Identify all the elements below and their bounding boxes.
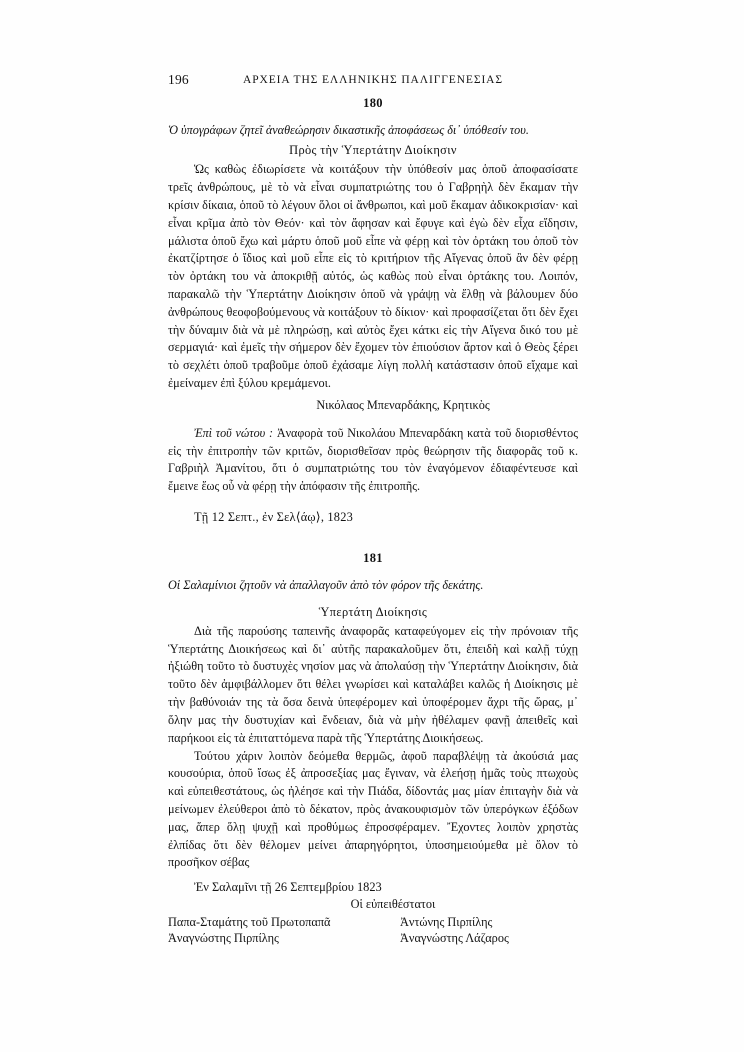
signature-row	[168, 915, 578, 931]
document-date: Ἐν Σαλαμῖνι τῇ 26 Σεπτεμβρίου 1823	[194, 880, 382, 895]
document-paragraph: Διὰ τῆς παρούσης ταπεινῆς ἀναφορᾶς καταφεύγομεν εἰς τὴν πρόνοιαν τῆς Ὑπερτάτης Διοικήσεως καὶ δι᾽ αὐτῆς παρακαλοῦμεν ὅτι, ἐπειδὴ καὶ καλῇ τύχῃ ἠξιώθη τοῦτο τὸ δυστυχὲς νησίον μας νὰ ἀπολαύσῃ τὴν Ὑπερτάτην Διοίκησιν, διὰ τοῦτο δὲν ἀμφιβάλλομεν ὅτι θέλει γνωρίσει καὶ καταλάβει καλῶς ἡ Διοίκησις μὲ τὴν βαθύνοιάν της τὰ ὅσα δεινὰ ὑπεφέρομεν καὶ ὑποφέρομεν ἄχρι τῆς ὥρας, μ᾽ ὅλην μας τὴν δυστυχίαν καὶ ἔνδειαν, διὰ νὰ μὴν ἠθέλαμεν φανῇ ἀπειθεῖς καὶ παρήκοοι εἰς τὰ ἐπιταττόμενα παρὰ τῆς Ὑπερτάτης Διοικήσεως.	[168, 623, 578, 745]
document-number: 180	[363, 96, 383, 110]
signature-name: Ἀντώνης Πιρπίλης	[400, 915, 493, 930]
signature-row	[168, 931, 578, 947]
closing-salutation: Οἱ εὐπειθέστατοι	[350, 897, 436, 912]
document-181	[168, 551, 578, 948]
signature-table	[168, 915, 578, 947]
page-number: 196	[168, 72, 189, 87]
spacer	[168, 598, 578, 605]
document-body: Ὡς καθὼς ἐδιωρίσετε νὰ κοιτάξουν τὴν ὑπόθεσίν μας ὁποῦ ἀποφασίσατε τρεῖς ἀνθρώπους, μὲ τὸ νὰ εἶναι συμπατριώτης του ὁ Γαβρηὴλ δὲν ἔκαμαν τὴν κρίσιν δίκαια, ὁποῦ τὸ λέγουν ὅλοι οἱ ἄνθρωποι, καὶ μοῦ ἔκαμαν ἀδικοκρισίαν· καὶ εἶναι κρῖμα ἀπὸ τὸν Θεόν· καὶ τὸν ἄφησαν καὶ ἔφυγε καὶ ἐγὼ δὲν εἶχα εἴδησιν, μάλιστα ὁποῦ ἔχω καὶ μάρτυ ὁποῦ μοῦ εἶπε νὰ φέρῃ καὶ τὸν ὀρτάκη του ὁποῦ τὸν ἐκατζίρτησε ὁ ἴδιος καὶ μοῦ εἶπε εἰς τὸ κριτήριον τῆς Αἴγενας ὁποῦ ἂν δὲν φέρῃ τὸν ὀρτάκη του νὰ ἀποκριθῇ αὐτός, ὡς καθὼς ποὺ εἶναι ὀρτάκης του. Λοιπόν, παρακαλῶ τὴν Ὑπερτάτην Διοίκησιν ὁποῦ νὰ γράψῃ νὰ ἔλθῃ νὰ βάλουμεν δύο ἀνθρώπους θεοφοβούμενους νὰ κοιτάξουν τὸ δίκιον· καὶ προφασίζεται ὅτι δὲν ἔχει τὴν δύναμιν διὰ νὰ μὲ πληρώσῃ, καὶ αὐτὸς ἔχει κάτκι εἰς τὴν Αἴγενα δικό του μὲ σερμαγιά· καὶ ἐμεῖς τὴν σήμερον δὲν ἔχομεν τὸν ἐπιούσιον ἄρτον καὶ ὁ Θεὸς ξέρει τὸ σεχλέτι ὁποῦ τραβοῦμε ὁποῦ ἐχάσαμε λίγη πολλὴ κατάστασιν ὁποῦ εἴχαμε καὶ ἐμείναμεν ἐπὶ ξύλου κρεμάμενοι.	[168, 162, 578, 391]
document-addressee: Ὑπερτάτη Διοίκησις	[318, 604, 428, 619]
running-title: ΑΡΧΕΙΑ ΤΗΣ ΕΛΛΗΝΙΚΗΣ ΠΑΛΙΓΓΕΝΕΣΙΑΣ	[243, 74, 503, 86]
document-summary: Ὁ ὑπογράφων ζητεῖ ἀναθεώρησιν δικαστικῆς ἀποφάσεως δι᾽ ὑπόθεσίν του.	[168, 123, 529, 137]
document-paragraph: Τούτου χάριν λοιπὸν δεόμεθα θερμῶς, ἀφοῦ παραβλέψῃ τὰ ἀκούσιά μας κουσούρια, ὁποῦ ἴσως ἐξ ἀπροσεξίας μας ἔγιναν, νὰ ἐλεήσῃ ἡμᾶς τοὺς πτωχοὺς καὶ εὐπειθεστάτους, ὡς ἠλέησε καὶ τὴν Πιάδα, δίδοντάς μας μίαν ἐπιταγὴν διὰ νὰ μείνωμεν ἐλεύθεροι ἀπὸ τὸ δέκατον, πρὸς ἀνακουφισμὸν τῶν ὑπερόγκων ἐξόδων μας, ἅπερ ὅλῃ ψυχῇ καὶ προθύμως ἐπροσφέραμεν. Ἔχοντες λοιπὸν χρηστὰς ἐλπίδας ὅτι δὲν θέλομεν μείνει ἀπαρηγόρητοι, ὑποσημειούμεθα μὲ ὅλον τὸ προσῆκον σέβας	[168, 748, 578, 870]
document-date: Τῇ 12 Σεπτ., ἐν Σελ⟨άῳ⟩, 1823	[194, 509, 353, 524]
running-head	[168, 72, 578, 90]
text-column	[168, 96, 578, 947]
document-180	[168, 96, 578, 525]
endorsement-lead: Ἐπὶ τοῦ νώτου :	[194, 425, 274, 440]
document-addressee: Πρὸς τὴν Ὑπερτάτην Διοίκησιν	[289, 143, 457, 158]
document-signature: Νικόλαος Μπεναρδάκης, Κρητικὸς	[316, 397, 490, 412]
signature-name: Ἀναγνώστης Λάζαρος	[400, 931, 509, 946]
document-summary: Οἱ Σαλαμίνιοι ζητοῦν νὰ ἀπαλλαγοῦν ἀπὸ τὸν φόρον τῆς δεκάτης.	[168, 577, 484, 592]
signature-name: Παπα-Σταμάτης τοῦ Πρωτοπαπᾶ	[168, 915, 331, 930]
endorsement-text: Ἀναφορὰ τοῦ Νικολάου Μπεναρδάκη κατὰ τοῦ διορισθέντος εἰς τὴν ἐπιτροπὴν τῶν κριτῶν, διορισθεῖσαν πρὸς θεώρησιν τῆς διαφορᾶς τοῦ κ. Γαβριὴλ Ἀμανίτου, ὅτι ὁ συμπατριώτης του τὸν ἐναγόμενον ἐδιαφέντευσε καὶ ἔμεινε ἕως οὗ νὰ φέρῃ τὴν ἀπόφασιν τῆς ἐπιτροπῆς.	[168, 425, 578, 493]
signature-name: Ἀναγνώστης Πιρπίλης	[168, 931, 279, 946]
document-number: 181	[363, 550, 383, 565]
section-gap	[168, 525, 578, 551]
document-endorsement	[168, 425, 578, 496]
